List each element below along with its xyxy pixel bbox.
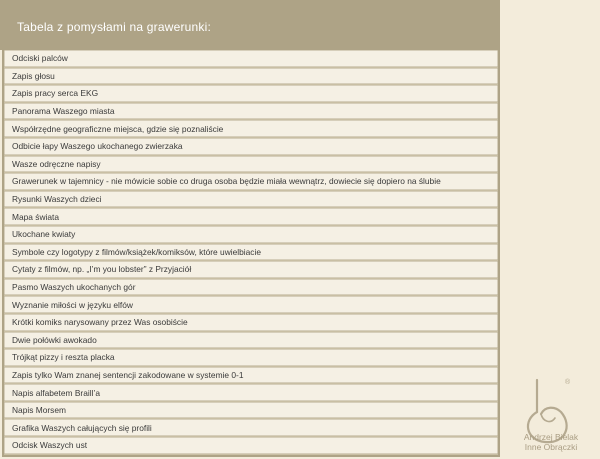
brand-line-2: Inne Obrączki — [524, 442, 578, 452]
table-row: Wasze odręczne napisy — [4, 156, 498, 174]
table-row: Grafika Waszych całujących się profili — [4, 419, 498, 437]
brand-line-1: Andrzej Bielak — [523, 432, 579, 442]
table-row: Zapis pracy serca EKG — [4, 85, 498, 103]
table-row: Odbicie łapy Waszego ukochanego zwierzaka — [4, 138, 498, 156]
page-title: Tabela z pomysłami na grawerunki: — [17, 20, 212, 34]
table-row: Odciski palców — [4, 50, 498, 68]
table-row: Mapa świata — [4, 208, 498, 226]
brand-name — [506, 432, 596, 452]
table-row: Krótki komiks narysowany przez Was osobiście — [4, 314, 498, 332]
table-row: Zapis tylko Wam znanej sentencji zakodowane w systemie 0-1 — [4, 367, 498, 385]
table-row: Napis Morsem — [4, 402, 498, 420]
table-row: Trójkąt pizzy i reszta placka — [4, 349, 498, 367]
table-row: Odcisk Waszych ust — [4, 437, 498, 455]
table-row: Zapis głosu — [4, 68, 498, 86]
table-row: Ukochane kwiaty — [4, 226, 498, 244]
table-row: Rysunki Waszych dzieci — [4, 191, 498, 209]
table-row: Napis alfabetem Braill’a — [4, 384, 498, 402]
table-row: Wyznanie miłości w języku elfów — [4, 296, 498, 314]
table-row: Symbole czy logotypy z filmów/książek/komiksów, które uwielbiacie — [4, 244, 498, 262]
table-row: Dwie połówki awokado — [4, 332, 498, 350]
header-bar — [0, 0, 500, 50]
ideas-table — [2, 50, 500, 457]
table-row: Pasmo Waszych ukochanych gór — [4, 279, 498, 297]
table-row: Panorama Waszego miasta — [4, 103, 498, 121]
table-row: Grawerunek w tajemnicy - nie mówicie sobie co druga osoba będzie miała wewnątrz, dowiecie się dopiero na ślubie — [4, 173, 498, 191]
table-row: Współrzędne geograficzne miejsca, gdzie się poznaliście — [4, 120, 498, 138]
registered-mark: ® — [565, 379, 571, 386]
table-row: Cytaty z filmów, np. „I’m you lobster” z Przyjaciół — [4, 261, 498, 279]
